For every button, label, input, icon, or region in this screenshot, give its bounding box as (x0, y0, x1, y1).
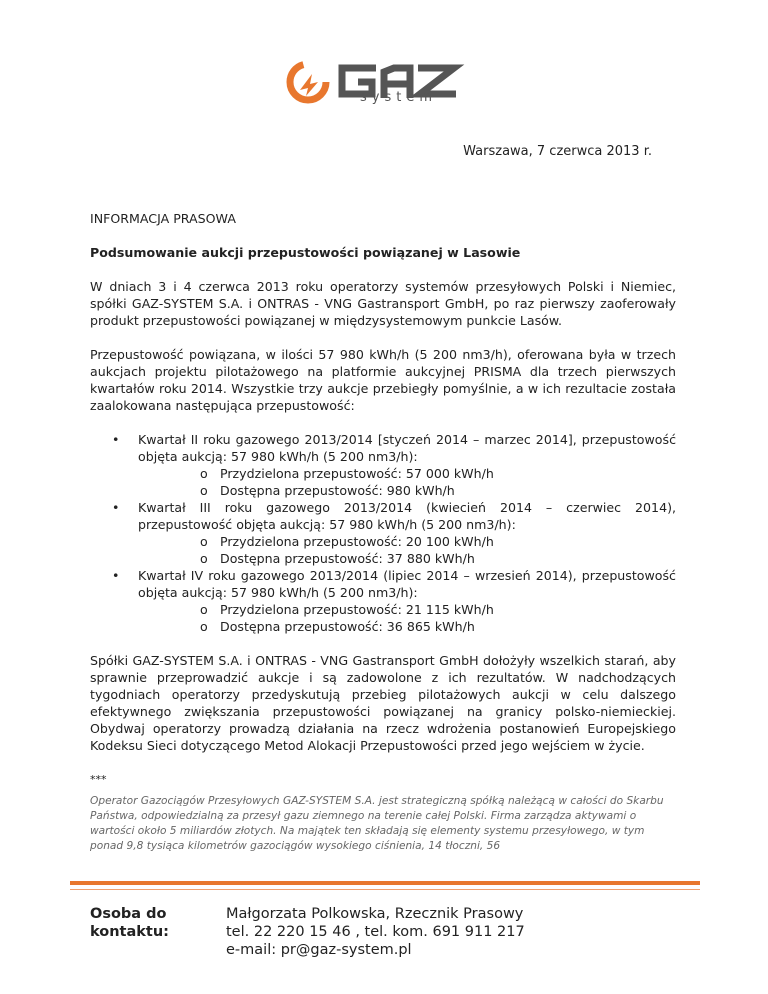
headline: Podsumowanie aukcji przepustowości powiązanej w Lasowie (90, 245, 521, 260)
company-note: Operator Gazociągów Przesyłowych GAZ-SYSTEM S.A. jest strategiczną spółką należącą w całości do Skarbu Państwa, odpowiedzialną za przesył gazu ziemnego na terenie całej Polski. Firma zarządza aktywami o wartości około 5 miliardów złotych. Na majątek ten składają się elementy systemu przesyłowego, w tym ponad 9,8 tysiąca kilometrów gazociągów wysokiego ciśnienia, 14 tłoczni, 56 (90, 795, 664, 852)
section-separator: *** (90, 773, 107, 786)
quarter-list (90, 431, 676, 635)
circle-bullet-icon: o (200, 483, 208, 498)
press-release-label: INFORMACJA PRASOWA (90, 211, 236, 226)
logo-tagline: system (360, 90, 437, 105)
list-item (90, 567, 676, 635)
document-body (90, 210, 676, 854)
paragraph-summary: Spółki GAZ-SYSTEM S.A. i ONTRAS - VNG Gastransport GmbH dołożyły wszelkich starań, aby sprawnie przeprowadzić aukcje i są zadowolone z ich rezultatów. W nadchodzących tygodniach operatorzy przedyskutują przebieg pilotażowych aukcji w celu dalszego efektywnego zwiększania przepustowości powiązanej na granicy polsko-niemieckiej. Obydwaj operatorzy prowadzą działania na rzecz wdrożenia postanowień Europejskiego Kodeksu Sieci dotyczącego Metod Alokacji Przepustowości przed jego wejściem w życie. (90, 653, 676, 753)
contact-phone: tel. 22 220 15 46 , tel. kom. 691 911 217 (226, 924, 525, 940)
sub-list (138, 465, 676, 499)
contact-email[interactable]: e-mail: pr@gaz-system.pl (226, 942, 412, 958)
contact-block (90, 905, 525, 959)
bullet-icon: • (112, 432, 120, 447)
bullet-icon: • (112, 568, 120, 583)
list-item (138, 482, 676, 499)
bullet-icon: • (112, 500, 120, 515)
available-capacity: Dostępna przepustowość: 36 865 kWh/h (220, 619, 475, 634)
contact-name: Małgorzata Polkowska, Rzecznik Prasowy (226, 906, 524, 922)
circle-bullet-icon: o (200, 534, 208, 549)
list-item (138, 533, 676, 550)
footer-band-thin (70, 889, 700, 890)
footer-band (70, 881, 700, 885)
sub-list (138, 601, 676, 635)
allocated-capacity: Przydzielona przepustowość: 57 000 kWh/h (220, 466, 494, 481)
list-item (138, 601, 676, 618)
circle-bullet-icon: o (200, 466, 208, 481)
available-capacity: Dostępna przepustowość: 37 880 kWh/h (220, 551, 475, 566)
list-item (90, 431, 676, 499)
circle-bullet-icon: o (200, 619, 208, 634)
sub-list (138, 533, 676, 567)
list-item (138, 618, 676, 635)
list-item (138, 465, 676, 482)
paragraph-intro: W dniach 3 i 4 czerwca 2013 roku operatorzy systemów przesyłowych Polski i Niemiec, spółki GAZ-SYSTEM S.A. i ONTRAS - VNG Gastransport GmbH, po raz pierwszy zaoferowały produkt przepustowości powiązanej w międzysystemowym punkcie Lasów. (90, 279, 676, 328)
contact-label: Osoba do kontaktu: (90, 906, 169, 940)
quarter-text: Kwartał IV roku gazowego 2013/2014 (lipiec 2014 – wrzesień 2014), przepustowość objęta aukcją: 57 980 kWh/h (5 200 nm3/h): (138, 568, 676, 600)
list-item (138, 550, 676, 567)
circle-bullet-icon: o (200, 602, 208, 617)
quarter-text: Kwartał II roku gazowego 2013/2014 [styczeń 2014 – marzec 2014], przepustowość objęta aukcją: 57 980 kWh/h (5 200 nm3/h): (138, 432, 676, 464)
contact-details (226, 905, 525, 959)
circle-bullet-icon: o (200, 551, 208, 566)
quarter-text: Kwartał III roku gazowego 2013/2014 (kwiecień 2014 – czerwiec 2014), przepustowość objęta aukcją: 57 980 kWh/h (5 200 nm3/h): (138, 500, 676, 532)
paragraph-capacity: Przepustowość powiązana, w ilości 57 980 kWh/h (5 200 nm3/h), oferowana była w trzech aukcjach projektu pilotażowego na platformie aukcyjnej PRISMA dla trzech pierwszych kwartałów roku 2014. Wszystkie trzy aukcje przebiegły pomyślnie, a w ich rezultacie została zaalokowana następująca przepustowość: (90, 347, 676, 413)
list-item (90, 499, 676, 567)
available-capacity: Dostępna przepustowość: 980 kWh/h (220, 483, 455, 498)
allocated-capacity: Przydzielona przepustowość: 20 100 kWh/h (220, 534, 494, 549)
allocated-capacity: Przydzielona przepustowość: 21 115 kWh/h (220, 602, 494, 617)
document-date: Warszawa, 7 czerwca 2013 r. (463, 144, 652, 159)
